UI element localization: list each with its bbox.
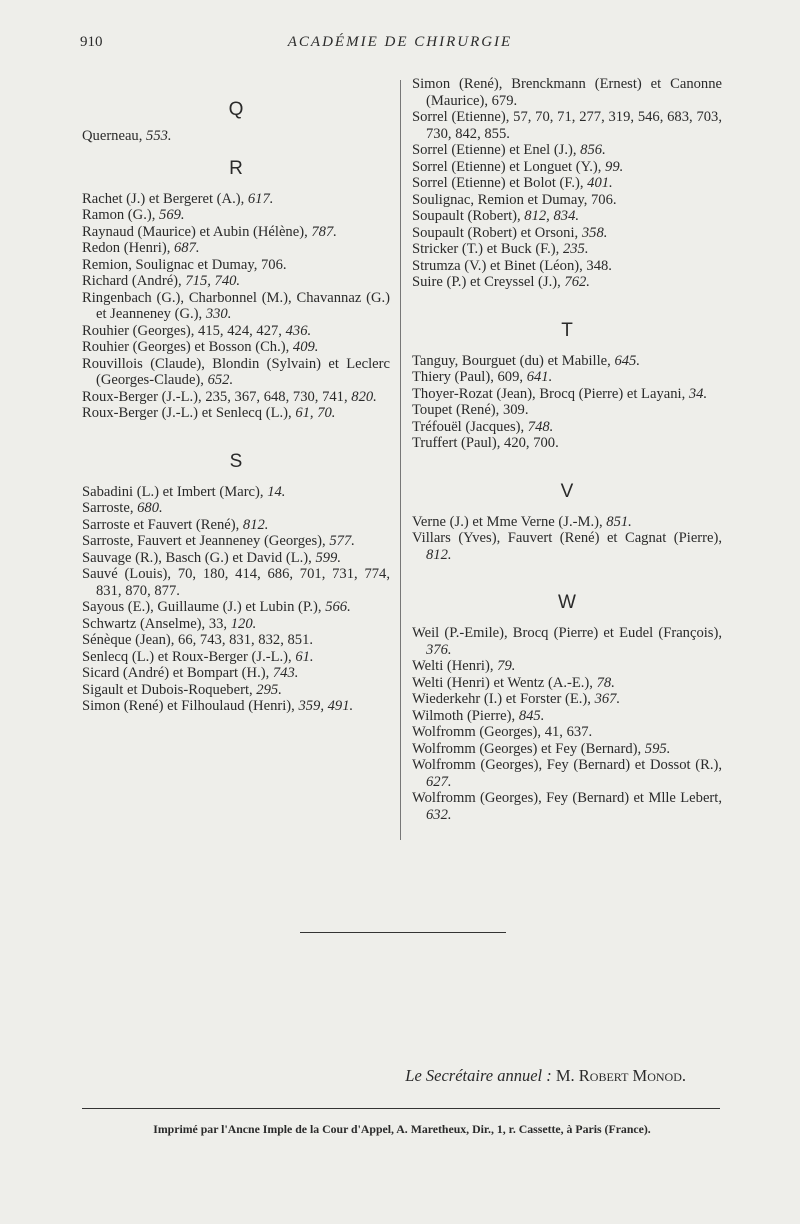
printer-imprint: Imprimé par l'Ancne Imple de la Cour d'Appel, A. Maretheux, Dir., 1, r. Cassette, à Paris (France). [153, 1122, 651, 1136]
entry-pages: 627. [426, 773, 452, 790]
index-entry [82, 339, 390, 356]
entry-text: Sarroste et Fauvert (René), [82, 516, 243, 533]
secretary-label: Le Secrétaire annuel : [405, 1066, 552, 1085]
closing-rule [300, 932, 506, 933]
column-divider [400, 80, 401, 840]
page-number: 910 [80, 34, 103, 50]
entry-text: Simon (René), Brenckmann (Ernest) et Canonne (Maurice), 679. [412, 76, 722, 109]
index-column-left [82, 76, 390, 715]
index-entry [412, 76, 722, 109]
section-spacer [412, 502, 722, 514]
entry-pages: 376. [426, 641, 452, 658]
entry-pages: 401. [587, 175, 613, 191]
entry-pages: 577. [329, 533, 355, 549]
entry-pages: 566. [325, 599, 351, 615]
entry-text: Redon (Henri), [82, 240, 174, 256]
entry-pages: 358. [581, 224, 608, 241]
index-entry [412, 192, 722, 209]
entry-text: Sénèque (Jean), 66, 743, 831, 832, 851. [82, 632, 314, 648]
entry-text: Schwartz (Anselme), 33, [82, 615, 231, 632]
index-entry [412, 724, 722, 741]
entry-pages: 367. [594, 691, 621, 707]
entry-pages: 652. [207, 372, 234, 388]
entry-pages: 79. [497, 658, 516, 674]
index-entry [412, 757, 722, 790]
index-entry [82, 240, 390, 257]
index-column-right [412, 76, 722, 823]
section-spacer [412, 291, 722, 321]
entry-text: Tréfouël (Jacques), [412, 418, 528, 435]
section-letter: T [561, 319, 573, 341]
entry-pages: 787. [311, 223, 337, 240]
index-entry [82, 224, 390, 241]
index-entry [412, 142, 722, 159]
entry-pages: 436. [285, 322, 312, 339]
entry-pages: 820. [351, 388, 377, 405]
entry-text: Wilmoth (Pierre), [412, 707, 519, 724]
entry-pages: 641. [526, 369, 553, 385]
index-entry [82, 632, 390, 649]
index-entry [82, 257, 390, 274]
index-entry [82, 665, 390, 682]
section-spacer [82, 76, 390, 100]
index-entry [82, 616, 390, 633]
entry-text: Sarroste, Fauvert et Jeanneney (Georges), [82, 533, 330, 549]
index-entry [82, 405, 390, 422]
entry-pages: 743. [272, 665, 299, 681]
entry-text: Senlecq (L.) et Roux-Berger (J.-L.), [82, 648, 296, 665]
index-entry [412, 369, 722, 386]
section-letter: S [229, 450, 243, 472]
section-spacer [412, 341, 722, 353]
index-entry [412, 225, 722, 242]
entry-pages: 99. [605, 158, 624, 175]
index-entry [412, 675, 722, 692]
index-entry [82, 128, 390, 145]
index-entry [412, 741, 722, 758]
index-entry [82, 533, 390, 550]
entry-text: Sorrel (Etienne) et Longuet (Y.), [412, 158, 606, 175]
entry-pages: 359, 491. [298, 698, 354, 714]
entry-text: Soulignac, Remion et Dumay, 706. [412, 191, 617, 208]
printer-rule [82, 1108, 720, 1109]
index-entry [412, 241, 722, 258]
entry-text: Sarroste, [82, 500, 138, 516]
entry-text: Wiederkehr (I.) et Forster (E.), [412, 691, 595, 707]
entry-text: Tanguy, Bourguet (du) et Mabille, [412, 352, 615, 369]
entry-text: Rouhier (Georges) et Bosson (Ch.), [82, 339, 293, 355]
entry-pages: 632. [426, 806, 452, 823]
index-entry [82, 566, 390, 599]
entry-text: Wolfromm (Georges), Fey (Bernard) et Dossot (R.), [412, 757, 722, 773]
entry-text: Rouvillois (Claude), Blondin (Sylvain) et Leclerc (Georges-Claude), [82, 355, 390, 388]
index-entry [412, 530, 722, 563]
entry-text: Stricker (T.) et Buck (F.), [412, 241, 563, 257]
section-spacer [82, 472, 390, 484]
index-entry [412, 353, 722, 370]
entry-text: Welti (Henri) et Wentz (A.-E.), [412, 674, 597, 691]
index-entry [82, 649, 390, 666]
entry-text: Sayous (E.), Guillaume (J.) et Lubin (P.), [82, 599, 326, 615]
entry-pages: 120. [230, 615, 257, 632]
section-letter: Q [228, 99, 244, 120]
entry-pages: 812, 834. [524, 208, 580, 224]
index-entry [412, 159, 722, 176]
index-entry [412, 258, 722, 275]
entry-text: Roux-Berger (J.-L.), 235, 367, 648, 730, 741, [82, 388, 352, 405]
index-entry [412, 435, 722, 452]
entry-text: Verne (J.) et Mme Verne (J.-M.), [412, 513, 607, 530]
entry-text: Rouhier (Georges), 415, 424, 427, [82, 322, 286, 339]
entry-pages: 569. [159, 207, 185, 223]
entry-text: Soupault (Robert), [412, 208, 525, 224]
entry-pages: 14. [267, 483, 286, 500]
index-entry [82, 682, 390, 699]
index-entry [412, 274, 722, 291]
entry-text: Strumza (V.) et Binet (Léon), 348. [412, 257, 612, 274]
section-spacer [82, 179, 390, 191]
index-entry [412, 691, 722, 708]
section-spacer [412, 613, 722, 625]
entry-text: Suire (P.) et Creyssel (J.), [412, 274, 565, 290]
index-entry [412, 790, 722, 823]
entry-text: Sorrel (Etienne) et Bolot (F.), [412, 175, 588, 191]
entry-pages: 645. [614, 352, 640, 369]
index-entry [412, 419, 722, 436]
section-spacer [82, 422, 390, 452]
entry-pages: 595. [644, 740, 671, 757]
index-entry [82, 550, 390, 567]
index-entry [412, 109, 722, 142]
index-entry [82, 273, 390, 290]
entry-text: Wolfromm (Georges) et Fey (Bernard), [412, 740, 645, 757]
entry-pages: 715, 740. [185, 273, 241, 289]
index-entry [82, 290, 390, 323]
index-entry [412, 402, 722, 419]
entry-text: Richard (André), [82, 273, 186, 289]
entry-text: Sauvé (Louis), 70, 180, 414, 686, 701, 731, 774, 831, 870, 877. [82, 566, 390, 599]
index-entry [82, 389, 390, 406]
entry-text: Sauvage (R.), Basch (G.) et David (L.), [82, 549, 316, 566]
entry-text: Rachet (J.) et Bergeret (A.), [82, 190, 248, 207]
index-entry [82, 191, 390, 208]
entry-pages: 34. [688, 385, 708, 402]
entry-pages: 330. [205, 306, 232, 322]
index-entry [82, 484, 390, 501]
index-entry [82, 323, 390, 340]
index-entry [82, 500, 390, 517]
entry-pages: 61, 70. [295, 405, 336, 421]
entry-pages: 295. [256, 681, 282, 698]
entry-pages: 812. [426, 546, 452, 563]
entry-text: Sicard (André) et Bompart (H.), [82, 665, 273, 681]
entry-pages: 61. [295, 648, 314, 665]
section-letter: R [229, 157, 243, 179]
index-entry [82, 356, 390, 389]
entry-text: Sorrel (Etienne) et Enel (J.), [412, 142, 581, 158]
section-spacer [412, 563, 722, 593]
section-spacer [82, 120, 390, 128]
index-entry [82, 698, 390, 715]
entry-text: Wolfromm (Georges), 41, 637. [412, 724, 593, 740]
entry-text: Toupet (René), 309. [412, 402, 529, 418]
index-entry [412, 514, 722, 531]
entry-text: Weil (P.-Emile), Brocq (Pierre) et Eudel (François), [412, 625, 722, 641]
index-entry [412, 386, 722, 403]
entry-text: Welti (Henri), [412, 658, 498, 674]
entry-text: Ringenbach (G.), Charbonnel (M.), Chavannaz (G.) et Jeanneney (G.), [82, 289, 390, 322]
entry-pages: 687. [174, 240, 200, 256]
entry-pages: 553. [146, 128, 172, 144]
running-title: ACADÉMIE DE CHIRURGIE [287, 34, 513, 50]
entry-text: Truffert (Paul), 420, 700. [412, 435, 559, 451]
secretary-signature [405, 1066, 686, 1086]
entry-text: Simon (René) et Filhoulaud (Henri), [82, 698, 299, 714]
entry-pages: 409. [292, 339, 319, 355]
entry-text: Remion, Soulignac et Dumay, 706. [82, 256, 287, 273]
index-entry [82, 599, 390, 616]
secretary-name: M. Robert Monod. [555, 1066, 686, 1085]
entry-pages: 762. [564, 274, 590, 290]
entry-pages: 78. [596, 674, 615, 691]
entry-text: Sabadini (L.) et Imbert (Marc), [82, 483, 268, 500]
entry-pages: 680. [137, 500, 163, 516]
entry-text: Sigault et Dubois-Roquebert, [82, 681, 257, 698]
section-spacer [412, 452, 722, 482]
section-spacer [82, 145, 390, 159]
entry-pages: 599. [315, 549, 341, 566]
entry-text: Villars (Yves), Fauvert (René) et Cagnat (Pierre), [412, 530, 722, 546]
entry-pages: 617. [247, 190, 274, 207]
entry-pages: 748. [527, 418, 554, 435]
section-letter: V [560, 480, 574, 502]
entry-pages: 812. [242, 516, 269, 533]
entry-pages: 235. [562, 241, 589, 257]
entry-text: Wolfromm (Georges), Fey (Bernard) et Mlle Lebert, [412, 790, 722, 806]
index-entry [412, 208, 722, 225]
entry-pages: 851. [606, 513, 632, 530]
index-entry [82, 517, 390, 534]
index-entry [412, 708, 722, 725]
section-letter: W [558, 592, 576, 613]
entry-text: Sorrel (Etienne), 57, 70, 71, 277, 319, 546, 683, 703, 730, 842, 855. [412, 109, 722, 142]
index-entry [82, 207, 390, 224]
entry-pages: 845. [518, 707, 545, 724]
entry-text: Roux-Berger (J.-L.) et Senlecq (L.), [82, 405, 296, 421]
index-entry [412, 658, 722, 675]
entry-text: Raynaud (Maurice) et Aubin (Hélène), [82, 223, 312, 240]
entry-text: Ramon (G.), [82, 207, 160, 223]
entry-text: Thiery (Paul), 609, [412, 369, 527, 385]
entry-pages: 856. [580, 142, 606, 158]
index-entry [412, 175, 722, 192]
entry-text: Soupault (Robert) et Orsoni, [412, 224, 582, 241]
entry-text: Thoyer-Rozat (Jean), Brocq (Pierre) et Layani, [412, 385, 689, 402]
page-header [80, 34, 720, 54]
entry-text: Querneau, [82, 128, 147, 144]
index-entry [412, 625, 722, 658]
